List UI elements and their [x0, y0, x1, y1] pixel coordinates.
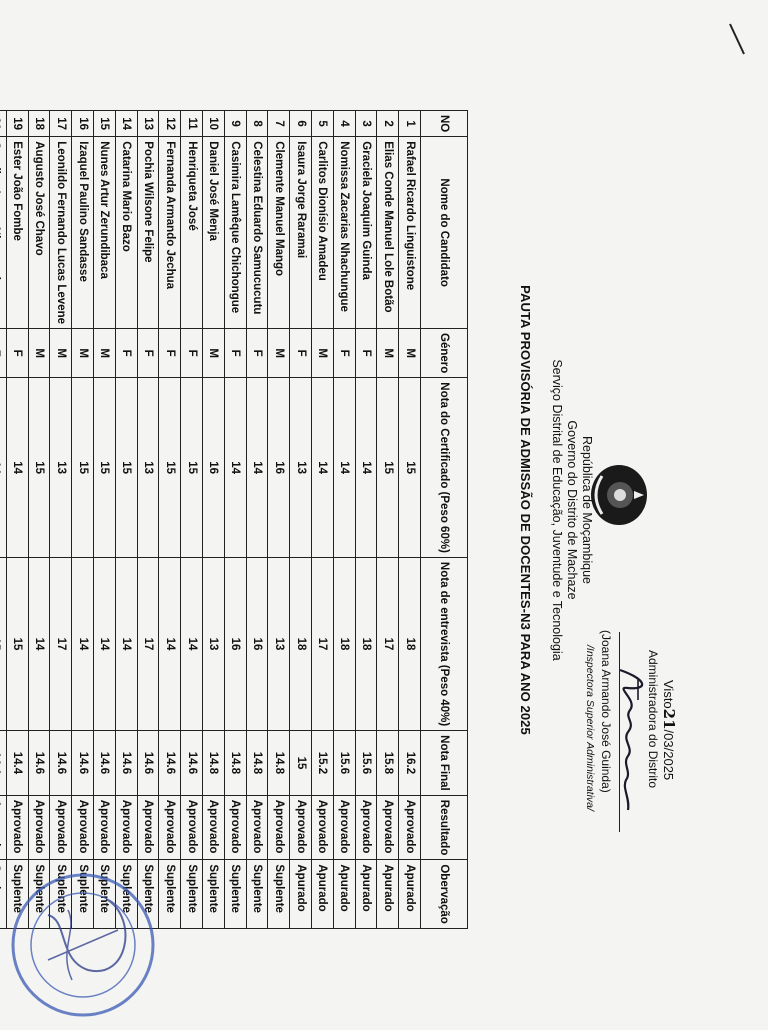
cell-interview: 17: [137, 557, 159, 730]
header-gender: Género: [421, 329, 468, 378]
cell-final: 14.6: [50, 731, 72, 796]
cell-result: Aprovado: [50, 795, 72, 860]
cell-cert: 15: [72, 378, 94, 558]
cell-final: 14.6: [94, 731, 116, 796]
table-row: [312, 111, 334, 929]
cell-no: 10: [203, 111, 225, 137]
table-row: [0, 111, 6, 929]
cell-cert: 16: [203, 378, 225, 558]
cell-interview: 18: [333, 557, 355, 730]
cell-result: Aprovado: [333, 795, 355, 860]
visto-month-year: /03/2025: [661, 729, 676, 781]
cell-no: 17: [50, 111, 72, 137]
cell-final: 15: [290, 731, 312, 796]
cell-final: 15.2: [312, 731, 334, 796]
candidates-table: [0, 110, 468, 929]
cell-interview: [0, 557, 6, 730]
table-row: [137, 111, 159, 929]
cell-final: 16.2: [399, 731, 421, 796]
cell-no: 1: [399, 111, 421, 137]
cell-cert: 15: [181, 378, 203, 558]
cell-obs: Suplente: [72, 860, 94, 928]
cell-cert: 14: [6, 378, 28, 558]
cell-obs: Suplente: [28, 860, 50, 928]
cell-cert: 15: [159, 378, 181, 558]
cell-obs: Apurado: [333, 860, 355, 928]
cell-interview: 13: [203, 557, 225, 730]
cell-gender: F: [355, 329, 377, 378]
cell-result: Aprovado: [377, 795, 399, 860]
cell-interview: 18: [399, 557, 421, 730]
cell-interview: 14: [181, 557, 203, 730]
cell-obs: Suplente: [159, 860, 181, 928]
cell-obs: Suplente: [94, 860, 116, 928]
table-body: [0, 111, 421, 929]
cell-name: Elias Conde Manuel Lole Botão: [377, 137, 399, 329]
cell-gender: F: [6, 329, 28, 378]
cell-obs: Suplente: [6, 860, 28, 928]
cell-obs: Apurado: [399, 860, 421, 928]
cell-no: 9: [224, 111, 246, 137]
cell-obs: Suplente: [137, 860, 159, 928]
header-obs: Obervação: [421, 860, 468, 928]
cell-no: 12: [159, 111, 181, 137]
document-header: [468, 0, 768, 1024]
table-header-row: [421, 111, 468, 929]
table-row: [268, 111, 290, 929]
table-row: [355, 111, 377, 929]
cell-name: Clemente Manuel Mango: [268, 137, 290, 329]
cell-name: Nunes Artur Zerundibaca: [94, 137, 116, 329]
cell-gender: M: [203, 329, 225, 378]
header-interview: Nota de entrevista (Peso 40%): [421, 557, 468, 730]
cell-cert: 13: [50, 378, 72, 558]
cell-result: Aprovado: [6, 795, 28, 860]
table-row: [203, 111, 225, 929]
official-stamp: [0, 860, 168, 1030]
cell-result: Aprovado: [268, 795, 290, 860]
cell-obs: Suplente: [203, 860, 225, 928]
cell-gender: F: [290, 329, 312, 378]
cell-name: Nomissa Zacarias Nhachungue: [333, 137, 355, 329]
cell-obs: Apurado: [312, 860, 334, 928]
cell-final: 14.8: [224, 731, 246, 796]
table-row: [28, 111, 50, 929]
cell-result: Aprovado: [246, 795, 268, 860]
cell-no: 4: [333, 111, 355, 137]
cell-no: 13: [137, 111, 159, 137]
cell-interview: 17: [312, 557, 334, 730]
cell-gender: M: [28, 329, 50, 378]
cell-cert: 15: [94, 378, 116, 558]
cell-no: 6: [290, 111, 312, 137]
table-row: [94, 111, 116, 929]
cell-final: 14.8: [268, 731, 290, 796]
cell-name: Celestina Eduardo Samucucutu: [246, 137, 268, 329]
cell-result: Aprovado: [399, 795, 421, 860]
cell-gender: F: [115, 329, 137, 378]
cell-obs: Suplente: [115, 860, 137, 928]
cell-interview: 14: [159, 557, 181, 730]
cell-interview: 14: [28, 557, 50, 730]
cell-name: Catarina Mario Bazo: [115, 137, 137, 329]
cell-interview: 16: [224, 557, 246, 730]
cell-result: Aprovado: [28, 795, 50, 860]
header-final: Nota Final: [421, 731, 468, 796]
cell-result: Aprovado: [137, 795, 159, 860]
cell-name: Rafael Ricardo Linguistone: [399, 137, 421, 329]
table-row: [399, 111, 421, 929]
table-row: [115, 111, 137, 929]
cell-cert: 15: [399, 378, 421, 558]
cell-name: Isaura Jorge Raramai: [290, 137, 312, 329]
cell-final: 14.6: [28, 731, 50, 796]
cell-cert: 14: [355, 378, 377, 558]
cell-final: [0, 731, 6, 796]
cell-obs: Apurado: [290, 860, 312, 928]
cell-result: Aprovado: [72, 795, 94, 860]
signature-line: [619, 632, 620, 832]
cell-obs: Suplente: [246, 860, 268, 928]
cell-name: Carlitos Dionísio Amadeu: [312, 137, 334, 329]
cell-final: 14.8: [246, 731, 268, 796]
cell-name: Ester João Fombe: [6, 137, 28, 329]
cell-result: Aprovado: [355, 795, 377, 860]
cell-no: 5: [312, 111, 334, 137]
cell-obs: Suplente: [224, 860, 246, 928]
header-result: Resultado: [421, 795, 468, 860]
cell-obs: Suplente: [268, 860, 290, 928]
table-row: [333, 111, 355, 929]
table-row: [181, 111, 203, 929]
cell-name: Fernanda Armando Jechua: [159, 137, 181, 329]
cell-gender: M: [268, 329, 290, 378]
cell-gender: F: [224, 329, 246, 378]
cell-result: Aprovado: [203, 795, 225, 860]
cell-result: Aprovado: [290, 795, 312, 860]
cell-no: 7: [268, 111, 290, 137]
cell-result: Aprovado: [224, 795, 246, 860]
cell-cert: 15: [28, 378, 50, 558]
cell-interview: 13: [268, 557, 290, 730]
cell-final: 14.6: [72, 731, 94, 796]
cell-no: 18: [28, 111, 50, 137]
republic-line: República de Moçambique: [580, 435, 594, 584]
cell-gender: [0, 329, 6, 378]
cell-cert: 13: [290, 378, 312, 558]
cell-final: 15.6: [333, 731, 355, 796]
cell-name: Izaquel Paulino Sandasse: [72, 137, 94, 329]
cell-interview: 17: [50, 557, 72, 730]
table-row: [159, 111, 181, 929]
table-row: [290, 111, 312, 929]
header-cert: Nota do Certificado (Peso 60%): [421, 378, 468, 558]
cell-result: Aprovado: [181, 795, 203, 860]
cell-interview: 16: [246, 557, 268, 730]
visto-day: 21: [660, 708, 678, 730]
cell-cert: 16: [268, 378, 290, 558]
cell-interview: 14: [115, 557, 137, 730]
cell-result: [0, 795, 6, 860]
cell-name: Pochia Wilsone Felipe: [137, 137, 159, 329]
cell-gender: F: [181, 329, 203, 378]
cell-name: Augusto José Chavo: [28, 137, 50, 329]
cell-final: 15.6: [355, 731, 377, 796]
cell-cert: 13: [137, 378, 159, 558]
cell-name: Leonildo Fernando Lucas Levene: [50, 137, 72, 329]
cell-name: Graciela Joaquim Guinda: [355, 137, 377, 329]
cell-final: 14.6: [159, 731, 181, 796]
cell-gender: M: [399, 329, 421, 378]
cell-no: 8: [246, 111, 268, 137]
cell-cert: 14: [246, 378, 268, 558]
handwritten-signature: [608, 660, 658, 840]
cell-cert: 14: [224, 378, 246, 558]
header-no: NO: [421, 111, 468, 137]
visto-prefix: Visto: [661, 680, 676, 709]
cell-final: 14.6: [137, 731, 159, 796]
cell-obs: Suplente: [181, 860, 203, 928]
cell-name: [0, 137, 6, 329]
cell-gender: M: [312, 329, 334, 378]
table-row: [377, 111, 399, 929]
cell-obs: Suplente: [50, 860, 72, 928]
cell-result: Aprovado: [115, 795, 137, 860]
cell-interview: 14: [94, 557, 116, 730]
cell-gender: F: [137, 329, 159, 378]
cell-cert: 14: [333, 378, 355, 558]
visto-date: [660, 680, 678, 780]
document-title: PAUTA PROVISÓRIA DE ADMISSÃO DE DOCENTES-N3 PARA ANO 2025: [518, 285, 533, 735]
government-line: Governo do Distrito de Machaze: [565, 420, 579, 600]
cell-no: [0, 111, 6, 137]
cell-name: Casimira Lamêque Chichongue: [224, 137, 246, 329]
cell-no: 19: [6, 111, 28, 137]
cell-gender: F: [246, 329, 268, 378]
cell-final: 14.8: [203, 731, 225, 796]
cell-interview: 18: [290, 557, 312, 730]
cell-final: 14.6: [115, 731, 137, 796]
signatory-name: (Joana Armando José Guinda): [599, 630, 613, 793]
cell-gender: M: [94, 329, 116, 378]
cell-gender: M: [50, 329, 72, 378]
cell-gender: M: [377, 329, 399, 378]
cell-no: 16: [72, 111, 94, 137]
table-row: [50, 111, 72, 929]
cell-final: 15.8: [377, 731, 399, 796]
table-row: [6, 111, 28, 929]
cell-no: 14: [115, 111, 137, 137]
cell-cert: 15: [377, 378, 399, 558]
cell-gender: F: [333, 329, 355, 378]
cell-obs: Apurado: [355, 860, 377, 928]
cell-no: 11: [181, 111, 203, 137]
cell-name: Daniel José Menja: [203, 137, 225, 329]
cell-interview: 17: [377, 557, 399, 730]
cell-final: 14.4: [6, 731, 28, 796]
coat-of-arms-emblem: [588, 462, 650, 528]
administrator-title: Administradora do Distrito: [646, 650, 660, 789]
cell-result: Aprovado: [94, 795, 116, 860]
table-row: [246, 111, 268, 929]
signatory-rank: /Inspectora Superior Administrativa/: [584, 645, 596, 811]
cell-result: Aprovado: [312, 795, 334, 860]
cell-interview: 15: [6, 557, 28, 730]
table-row: [72, 111, 94, 929]
cell-name: Henriqueta José: [181, 137, 203, 329]
cell-no: 3: [355, 111, 377, 137]
cell-interview: 14: [72, 557, 94, 730]
cell-final: 14.6: [181, 731, 203, 796]
cell-no: 2: [377, 111, 399, 137]
service-line: Serviço Distrital de Educação, Juventude e Tecnologia: [550, 359, 564, 661]
cell-interview: 18: [355, 557, 377, 730]
table-row: [224, 111, 246, 929]
cell-no: 15: [94, 111, 116, 137]
cell-result: Aprovado: [159, 795, 181, 860]
cell-cert: 15: [115, 378, 137, 558]
cell-gender: M: [72, 329, 94, 378]
cell-gender: F: [159, 329, 181, 378]
cell-cert: [0, 378, 6, 558]
cell-obs: Apurado: [377, 860, 399, 928]
header-name: Nome do Candidato: [421, 137, 468, 329]
cell-cert: 14: [312, 378, 334, 558]
